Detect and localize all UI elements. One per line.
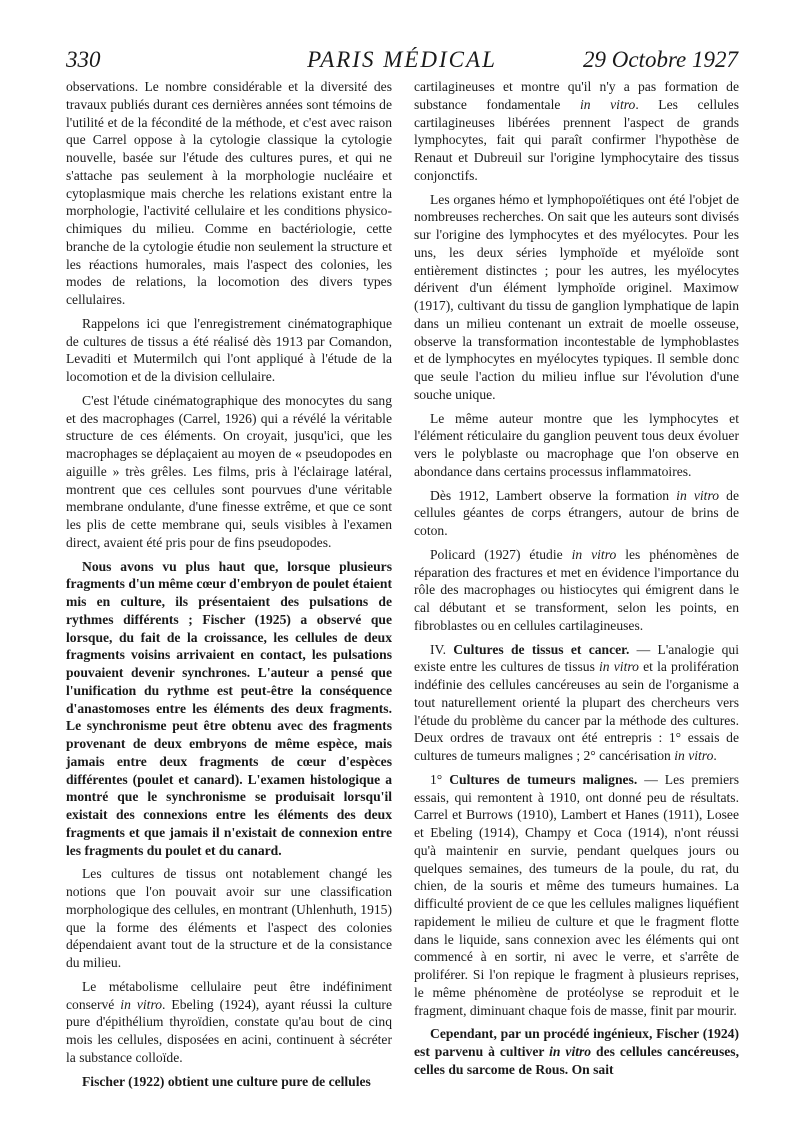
text-segment: Les organes hémo et lymphopoïétiques ont été l'objet de nombreuses recherches. On sait que les auteurs sont divisés sur l'origine des lymphocytes et des myélocytes. Pour les uns, les deux séries lymphoïde et myéloïde sont entièrement distinctes ; pour les autres, les myélocytes dérivent d'un élément lymphoïde originel. Maximow (1917), cultivant du tissu de ganglion lymphatique de lapin dans un milieu contenant un extrait de moelle osseuse, observe la transformation incontestable de lymphoblastes et de lymphocytes en myélocytes typiques. Il semble donc que seule l'action du milieu influe sur l'évolution d'une souche unique. <box>414 191 739 402</box>
text-segment: Le métabolisme cellulaire peut être indéfiniment conservé <box>66 978 392 1012</box>
text-segment: IV. <box>430 641 454 657</box>
text-segment: les phénomènes de réparation des fractures et met en évidence l'importance du rôle des macrophages ou histiocytes qui émigrent dans le cal débutant et se transforment, selon les points, en fibroblastes ou en cellules cartilagineuses. <box>414 546 739 633</box>
page-number: 330 <box>66 47 101 72</box>
italic-text: in vitro <box>549 1044 592 1059</box>
text-segment: Rappelons ici que l'enregistrement cinématographique de cultures de tissus a été réalisé dès 1913 par Comandon, Levaditi et Mutermilch qui l'ont appliqué à l'étude de la locomotion et de la division cellulaire. <box>66 315 392 384</box>
italic-text: in vitro <box>120 996 163 1012</box>
text-segment: Fischer (1922) obtient une culture pure de cellules <box>82 1073 371 1089</box>
right-column <box>414 78 739 1079</box>
text-segment: Nous avons vu plus haut que, lorsque plusieurs fragments d'un même cœur d'embryon de poulet étaient mis en culture, ils présentaient des pulsations de rythmes différents ; Fischer (1925) a observé que lorsque, du fait de la croissance, les cellules de deux fragments voisins arrivaient en contact, les pulsations pouvaient devenir synchrones. L'auteur a pensé que l'unification du rythme est peut-être la conséquence d'anastomoses entre les éléments des deux fragments. Le synchronisme peut être obtenu avec des fragments provenant de deux embryons de même espèce, mais jamais entre deux fragments de cœur d'espèces différentes (poulet et canard). L'examen histologique a montré que le synchronisme se produisait lorsqu'il existait des connexions entre les éléments des deux fragments et que jamais il n'existait de connexion entre les fragments du poulet et du canard. <box>66 558 392 858</box>
text-segment: . <box>713 748 717 763</box>
paragraph <box>66 78 392 309</box>
paragraph <box>66 315 392 386</box>
left-column <box>66 78 392 1090</box>
italic-text: in vitro <box>674 748 714 763</box>
text-segment: . Les cellules cartilagineuses libérées prennent l'aspect de grands lymphocytes, fait qui paraît confirmer l'hypothèse de Renaut et Dubreuil sur l'origine lymphocytaire des tissus conjonctifs. <box>414 96 740 183</box>
paragraph <box>66 558 392 860</box>
italic-text: in vitro <box>676 487 720 503</box>
journal-title: PARIS MÉDICAL <box>307 47 497 72</box>
paragraph <box>414 410 739 481</box>
text-segment: — L'analogie qui existe entre les cultures de tissus <box>414 641 740 675</box>
bold-heading-text: Cultures de tissus et cancer. <box>453 641 630 657</box>
paragraph <box>66 865 392 972</box>
bold-heading-text: Cultures de tumeurs malignes. <box>449 771 638 787</box>
paragraph <box>414 78 739 185</box>
italic-text: in vitro <box>579 96 636 112</box>
text-segment: de cellules géantes de corps étrangers, autour de brins de coton. <box>414 487 739 538</box>
italic-text: in vitro <box>571 546 617 562</box>
paragraph <box>66 392 392 552</box>
paragraph <box>414 546 739 635</box>
paragraph <box>414 487 739 540</box>
issue-date: 29 Octobre 1927 <box>582 47 738 72</box>
text-segment: . Ebeling (1924), ayant réussi la culture pure d'épithélium thyroïdien, constate qu'au bout de cinq mois les cellules, disposées en acini, continuent à sécréter la substance colloïde. <box>66 996 392 1065</box>
text-segment: observations. Le nombre considérable et la diversité des travaux publiés durant ces dernières années sont témoins de l'utilité et de la fécondité de la méthode, et c'est avec raison que Carrel oppose à la cytologie classique la cytologie nouvelle, basée sur l'étude des cultures pures, et qui ne s'attache pas seulement à la morphologie nucléaire et cytoplasmique mais cherche les relations existant entre la morphologie, l'activité cellulaire et les conditions physico-chimiques du milieu. Comme en bactériologie, cette branche de la cytologie étudie non seulement la structure et les réactions humorales, mais l'aspect des colonies, les modes de relations, la locomotion des divers types cellulaires. <box>66 79 392 307</box>
paragraph <box>66 1073 392 1091</box>
text-segment: — Les premiers essais, qui remontent à 1910, ont donné peu de résultats. Carrel et Burrows (1910), Lambert et Hanes (1911), Losee et Ebeling (1914), Champy et Coca (1914), n'ont réussi qu'à maintenir en survie, pendant quelques jours ou quelques semaines, des tumeurs de la poule, du rat, du chien, de la souris et même des tumeurs humaines. La difficulté provient de ce que les cellules malignes liquéfient rapidement le milieu de culture et que le fragment flotte dans le liquide, sans connexion avec les éléments qui ont commencé à en sortir, ni avec le verre, et s'arrête de proliférer. Si l'on repique le fragment à plusieurs reprises, le même phénomène de protéolyse se reproduit et le fragment, diminuant chaque fois de masse, finit par mourir. <box>414 771 739 1018</box>
text-segment: cartilagineuses et montre qu'il n'y a pas formation de substance fondamentale <box>414 79 739 112</box>
text-segment: et la prolifération indéfinie des cellules cancéreuses au sein de l'organisme a tout naturellement orienté la plupart des chercheurs vers l'étude du problème du cancer par la méthode des cultures. Deux ordres de travaux ont été entrepris : 1° essais de cultures de tumeurs malignes ; 2° cancérisation <box>414 659 739 763</box>
paragraph <box>414 1025 739 1078</box>
text-segment: des cellules cancéreuses, celles du sarcome de Rous. On sait <box>414 1044 739 1077</box>
section-heading-paragraph <box>414 641 739 765</box>
text-segment: Les cultures de tissus ont notablement changé les notions que l'on pouvait avoir sur une classification morphologique des cellules, en montrant (Uhlenhuth, 1915) que la forme des éléments et l'aspect des colonies dépendaient avant tout de la structure et de la consistance du milieu. <box>66 866 392 970</box>
running-header <box>66 46 738 78</box>
paragraph <box>414 191 739 404</box>
subsection-paragraph <box>414 771 739 1020</box>
text-segment: Dès 1912, Lambert observe la formation <box>430 487 677 503</box>
text-segment: 1° <box>430 771 450 787</box>
text-segment: Le même auteur montre que les lymphocytes et l'élément réticulaire du ganglion peuvent tous deux évoluer vers le polyblaste ou macrophage que l'on observe en abondance dans certains processus inflammatoires. <box>414 410 739 479</box>
text-segment: Policard (1927) étudie <box>430 546 572 562</box>
paragraph <box>66 978 392 1067</box>
italic-text: in vitro <box>599 659 639 675</box>
text-segment: Cependant, par un procédé ingénieux, Fischer (1924) est parvenu à cultiver <box>414 1026 739 1059</box>
text-segment: C'est l'étude cinématographique des monocytes du sang et des macrophages (Carrel, 1926) qui a révélé la véritable structure de ces éléments. On croyait, jusqu'ici, que les macrophages se déplaçaient au moyen de « pseudopodes en aiguille » très grêles. Les films, pris à l'éclairage latéral, montrent que ces cellules sont pourvues d'une véritable membrane ondulante, d'une finesse extrême, et que ce sont les plis de cette membrane qui, seuls visibles à l'examen direct, avaient été pris pour de fins pseudopodes. <box>66 392 392 550</box>
